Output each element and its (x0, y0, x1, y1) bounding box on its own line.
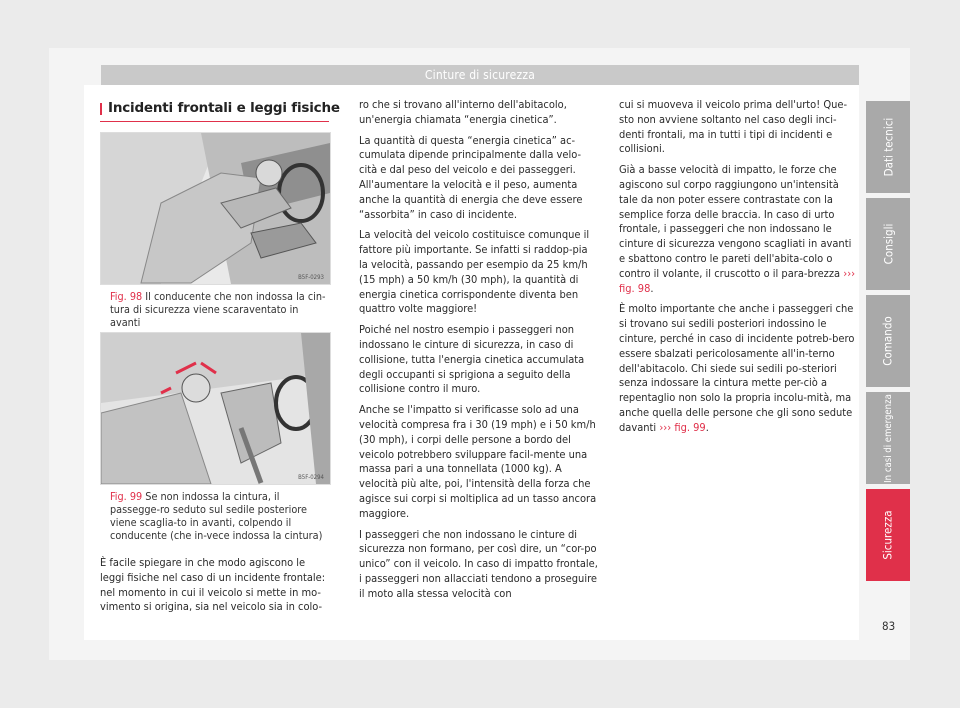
paragraph-end: . (650, 281, 654, 295)
paragraph: ro che si trovano all'interno dell'abitacolo, un'energia chiamata “energia cinetica”. (359, 98, 567, 126)
figure-98-link[interactable]: ››› fig. 98 (619, 266, 856, 295)
driver-crash-drawing (101, 133, 330, 284)
column-3-body (619, 98, 859, 442)
paragraph: Poiché nel nostro esempio i passeggeri non indossano le cinture di sicurezza, in caso di collisione, tutta l'energia cinetica accumulata degli occupanti si sprigiona a seguito della collisione contro il muro. (359, 323, 585, 396)
paragraph (619, 302, 859, 435)
title-marker (100, 103, 102, 115)
tab-sicurezza[interactable] (866, 489, 910, 581)
column-2-body (359, 98, 599, 608)
tab-label: Sicurezza (881, 510, 896, 560)
paragraph: I passeggeri che non indossano le cinture di sicurezza non formano, per così dire, un “cor-po unico” con il veicolo. In caso di impatto frontale, i passeggeri non allacciati tendono a proseguire il moto alla stessa velocità con (359, 527, 598, 600)
passenger-crash-drawing (101, 333, 330, 484)
section-title: Incidenti frontali e leggi fisiche (108, 100, 340, 116)
figure-98-caption (110, 290, 328, 329)
paragraph-end: . (705, 420, 709, 434)
paragraph: La velocità del veicolo costituisce comunque il fattore più importante. Se infatti si raddop-pia la velocità, passando per esempio da 25 km/h (15 mph) a 50 km/h (30 mph), la quantità di energia cinetica corrispondente diventa ben quattro volte maggiore! (359, 228, 590, 316)
figure-code: B5F-0293 (298, 274, 324, 281)
figure-number: Fig. 99 (110, 490, 143, 503)
paragraph: Anche se l'impatto si verificasse solo ad una velocità compresa fra i 30 (19 mph) e i 50 km/h (30 mph), i corpi delle persone a bordo del veicolo potrebbero sviluppare facil-mente una massa pari a una tonnellata (1000 kg). A velocità più alte, poi, l'intensità della forza che agisce sui corpi si moltiplica ad un tasso ancora maggiore. (359, 403, 597, 520)
figure-98-illustration (100, 132, 331, 285)
tab-in-casi-di-emergenza[interactable] (866, 392, 910, 484)
title-underline (100, 121, 329, 122)
figure-number: Fig. 98 (110, 290, 143, 303)
tab-consigli[interactable] (866, 198, 910, 290)
tab-label: In casi di emergenza (882, 393, 894, 483)
column-1-body (100, 556, 332, 621)
tab-label: Comando (881, 316, 895, 366)
tab-comando[interactable] (866, 295, 910, 387)
chapter-header: Cinture di sicurezza (101, 65, 859, 85)
page-number: 83 (882, 619, 896, 633)
tab-label: Dati tecnici (881, 117, 896, 177)
tab-dati-tecnici[interactable] (866, 101, 910, 193)
figure-99-illustration (100, 332, 331, 485)
paragraph: La quantità di questa “energia cinetica” ac-cumulata dipende principalmente dalla velo-cità e dal peso del veicolo e dei passeggeri. All'aumentare la velocità e il peso, aumenta anche la quantità di energia che deve essere “assorbita” in caso di incidente. (359, 133, 583, 221)
caption-text: Il conducente che non indossa la cin-tura di sicurezza viene scaraventato in avanti (110, 290, 326, 329)
figure-code: B5F-0294 (298, 474, 324, 481)
figure-99-link[interactable]: ››› fig. 99 (659, 420, 706, 434)
tab-label: Consigli (880, 223, 895, 265)
paragraph (619, 163, 859, 296)
paragraph-text: È molto importante che anche i passeggeri che si trovano sui sedili posteriori indossino le cinture, perché in caso di incidente potreb-bero essere sbalzati pericolosamente all'in-terno dell'abitacolo. Chi siede sui sedili po-steriori senza indossare la cintura mette per-ciò a repentaglio non solo la propria incolu-mità, ma anche quella delle persone che gli sono sedute davanti (619, 302, 855, 434)
paragraph-text: Già a basse velocità di impatto, le forze che agiscono sul corpo raggiungono un'intensità tale da non poter essere contrastate con la semplice forza delle braccia. In caso di urto frontale, i passeggeri che non indossano le cinture di sicurezza vengono scagliati in avanti e sbattono contro le pareti dell'abita-colo o contro il volante, il cruscotto o il para-brezza (619, 163, 852, 280)
paragraph: cui si muoveva il veicolo prima dell'urto! Que-sto non avviene soltanto nel caso degli inci-denti frontali, ma in tutti i tipi di incidenti e collisioni. (619, 98, 848, 156)
figure-99-caption (110, 490, 328, 542)
paragraph: È facile spiegare in che modo agiscono le leggi fisiche nel caso di un incidente frontale: nel momento in cui il veicolo si mette in mo-vimento si origina, sia nel veicolo sia in colo- (100, 556, 326, 614)
caption-text: Se non indossa la cintura, il passegge-ro seduto sul sedile posteriore viene scaglia-to in avanti, colpendo il conducente (che in-vece indossa la cintura) (110, 490, 323, 542)
